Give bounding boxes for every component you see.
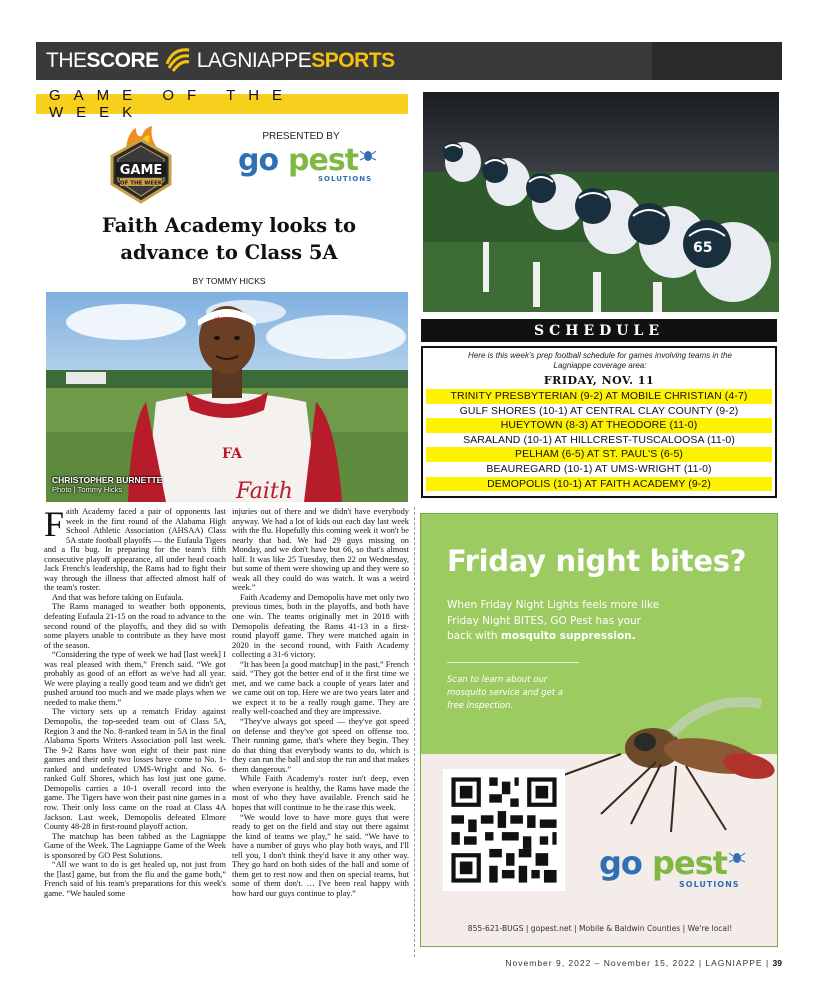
- headline-line-2: advance to Class 5A: [120, 241, 338, 264]
- banner-lagniappe: LAGNIAPPE: [196, 49, 312, 72]
- schedule-title: SCHEDULE: [533, 322, 664, 339]
- article-paragraph: “We would love to have more guys that were ready to get on the field and stay out there against the kind of teams we play,” he said. “We have to have a number of guys who play both ways, and I'll tell you, I don't think they'd have it any other way. They go hard on both sides of the ball and some of them get to rest now and then on special teams, but some of them don't. … I've been real happy with how hard our guys continue to play.”: [232, 812, 409, 898]
- banner-the: THE: [46, 49, 87, 72]
- ad-logo-go-text: go: [599, 844, 642, 882]
- headband-text: glory: [214, 316, 230, 323]
- presented-by-label: PRESENTED BY: [262, 131, 340, 142]
- qr-code[interactable]: [443, 769, 565, 891]
- article-paragraph: injuries out of there and we didn't have everybody anyway. We had a lot of kids out each day last week with the flu. Hopefully this coming week it won't be nearly that bad. We had 29 guys missing on Monday, and we don't have but 66, so that's almost half. It was like 25 Tuesday, then 22 on Wednesday, but some of them were showing up and they were so weak all they could do was watch. It was a weird week.”: [232, 507, 409, 593]
- schedule-game-row: DEMOPOLIS (10-1) AT FAITH ACADEMY (9-2): [426, 477, 772, 492]
- banner-accent: [652, 42, 782, 80]
- article-paragraph: The matchup has been tabbed as the Lagniappe Game of the Week. The Lagniappe Game of the Week is sponsored by GO Pest Solutions.: [44, 831, 226, 860]
- sponsor-pest-text: pest: [288, 143, 359, 178]
- schedule-intro: Here is this week's prep football schedule for games involving teams in the Lagniappe coverage area:: [468, 351, 732, 370]
- section-banner: [36, 42, 782, 80]
- ad-body-bold: mosquito suppression.: [500, 630, 636, 642]
- schedule-game-row: GULF SHORES (10-1) AT CENTRAL CLAY COUNTY (9-2): [459, 404, 739, 417]
- drop-cap: F: [44, 504, 65, 544]
- gopest-ad-logo: [599, 842, 749, 890]
- schedule-game-row: TRINITY PRESBYTERIAN (9-2) AT MOBILE CHRISTIAN (4-7): [426, 389, 772, 404]
- sponsor-solutions-text: SOLUTIONS: [318, 175, 373, 183]
- mosquito-icon: [561, 684, 778, 834]
- schedule-game-row: HUEYTOWN (8-3) AT THEODORE (11-0): [426, 418, 772, 433]
- article-column-2: [232, 507, 409, 898]
- schedule-game-row: PELHAM (6-5) AT ST. PAUL'S (6-5): [426, 447, 772, 462]
- photo-caption: [52, 475, 162, 494]
- gopest-sponsor-logo: [236, 140, 386, 184]
- footer-date-range: November 9, 2022 – November 15, 2022: [505, 958, 696, 968]
- schedule-date: FRIDAY, NOV. 11: [543, 374, 655, 387]
- article-paragraph: “Considering the type of week we had [last week] I was real pleased with them,” French said. “We got probably as good of an effort as we've had all year. We were playing a really good team and we didn't get pushed around too much and we made plays when we needed to make them.”: [44, 650, 226, 707]
- game-of-the-week-bar: [36, 87, 408, 121]
- ad-divider: [447, 662, 579, 663]
- article-paragraph: “All we want to do is get healed up, not just from the [last] game, but from the flu and the game both,” French said of his team's preparations for this week's game. “We hauled some: [44, 860, 226, 898]
- ad-scan-text: Scan to learn about our mosquito service and get a free inspection.: [447, 675, 563, 711]
- article-paragraph: “They've always got speed — they've got speed on defense and they've got speed on offense too. Their running game, that's where they begin. They do that thing that everybody wants to do, which is they can run the ball and stop the run and that makes them dangerous.”: [232, 717, 409, 774]
- article-byline: BY TOMMY HICKS: [192, 276, 266, 286]
- article-paragraph: The Rams managed to weather both opponents, defeating Eufaula 21-15 on the road to advance to the second round of the playoffs, and they did so with some players unable to contribute as they have most of the season.: [44, 602, 226, 650]
- article-paragraph: The victory sets up a rematch Friday against Demopolis, the top-seeded team out of Class 5A, Region 3 and the No. 8-ranked team in 5A in the final Alabama Sports Writers Association poll last week. The 9-2 Rams have won eight of their past nine games and their only two losses have come to No. 1-ranked and undefeated UMS-Wright and No. 6-ranked Gulf Shores, which has lost just one game. Demopolis carries a 10-1 overall record into the game. The Tigers have won their past nine games in a row. Their only loss came on the road at Class 4A Jackson. Last week, Demopolis defeated Elmore County 48-28 in first-round playoff action.: [44, 707, 226, 832]
- bug-icon: [360, 151, 376, 161]
- schedule-game-row: BEAUREGARD (10-1) AT UMS-WRIGHT (11-0): [486, 462, 712, 475]
- article-paragraph: Faith Academy and Demopolis have met only two previous times, both in the playoffs, and both have one win. The teams originally met in 2018 with Demopolis defeating the Rams 41-13 in a first-round playoff game. They were matched again in 2020 in the second round, with Faith Academy collecting a 31-6 victory.: [232, 592, 409, 660]
- article-paragraph: While Faith Academy's roster isn't deep, even when everyone is healthy, the Rams have made the most of who they have available. French said he hopes that will continue to be the case this week.: [232, 774, 409, 812]
- ad-headline: Friday night bites?: [447, 544, 747, 578]
- gopest-advertisement[interactable]: [420, 513, 778, 947]
- page-footer: November 9, 2022 – November 15, 2022 | LAGNIAPPE | 39: [505, 958, 782, 968]
- article-paragraph: Faith Academy faced a pair of opponents last week in the first round of the Alabama High School Athletic Association (AHSAA) Class 5A state football playoffs — the Eufaula Tigers and a flu bug. In preparing for the team's fifth consecutive playoff appearance, all under head coach Jack French's leadership, the Rams had to fight their way through the illness that affected almost half of the team's roster.: [44, 504, 226, 593]
- banner-score: SCORE: [86, 49, 159, 72]
- photo-caption-name: CHRISTOPHER BURNETTE: [52, 475, 163, 485]
- football-line-photo: [423, 92, 779, 312]
- schedule-game-row: SARALAND (10-1) AT HILLCREST-TUSCALOOSA (11-0): [463, 433, 735, 446]
- game-of-the-week-label: GAME OF THE WEEK: [49, 87, 296, 121]
- article-paragraph: “It has been [a good matchup] in the past,” French said. “They got the better end of it the first time we met, and we came back a couple of years later and we came out on top. Here we are two years later and we expect it to be a really rough game. They are really well-coached and they are impressive.: [232, 659, 409, 717]
- jersey-fa-text: FA: [222, 446, 242, 462]
- ad-body: When Friday Night Lights feels more like Friday Night BITES, GO Pest has your back with mosquito suppression.: [447, 599, 660, 642]
- swirl-logo-icon: [163, 44, 193, 79]
- sponsor-go-text: go: [238, 143, 279, 178]
- article-headline: [46, 212, 412, 266]
- footer-page-number: 39: [772, 958, 782, 968]
- ad-logo-pest-text: pest: [652, 844, 727, 882]
- gotw-logo-game: GAME: [119, 163, 163, 178]
- schedule-games: [426, 389, 772, 491]
- photo-caption-credit: Photo | Tommy Hicks: [52, 485, 123, 494]
- player-photo: [46, 292, 408, 502]
- column-divider: [414, 507, 415, 957]
- bug-icon: [729, 853, 745, 863]
- gotw-logo-of-the-week: OF THE WEEK: [119, 180, 163, 187]
- banner-sports: SPORTS: [311, 49, 395, 72]
- schedule-title-bar: [421, 319, 777, 342]
- helmet-number-text: 65: [693, 240, 713, 256]
- article-paragraph: And that was before taking on Eufaula.: [52, 592, 184, 602]
- jersey-faith-text: Faith: [236, 479, 293, 502]
- game-of-the-week-logo: [106, 126, 176, 204]
- ad-footer-contact: 855-621-BUGS | gopest.net | Mobile & Baldwin Counties | We're local!: [467, 924, 733, 933]
- article-column-1: [44, 504, 226, 898]
- footer-publication: LAGNIAPPE: [705, 958, 763, 968]
- headline-line-1: Faith Academy looks to: [102, 214, 356, 237]
- ad-logo-solutions-text: SOLUTIONS: [679, 880, 740, 889]
